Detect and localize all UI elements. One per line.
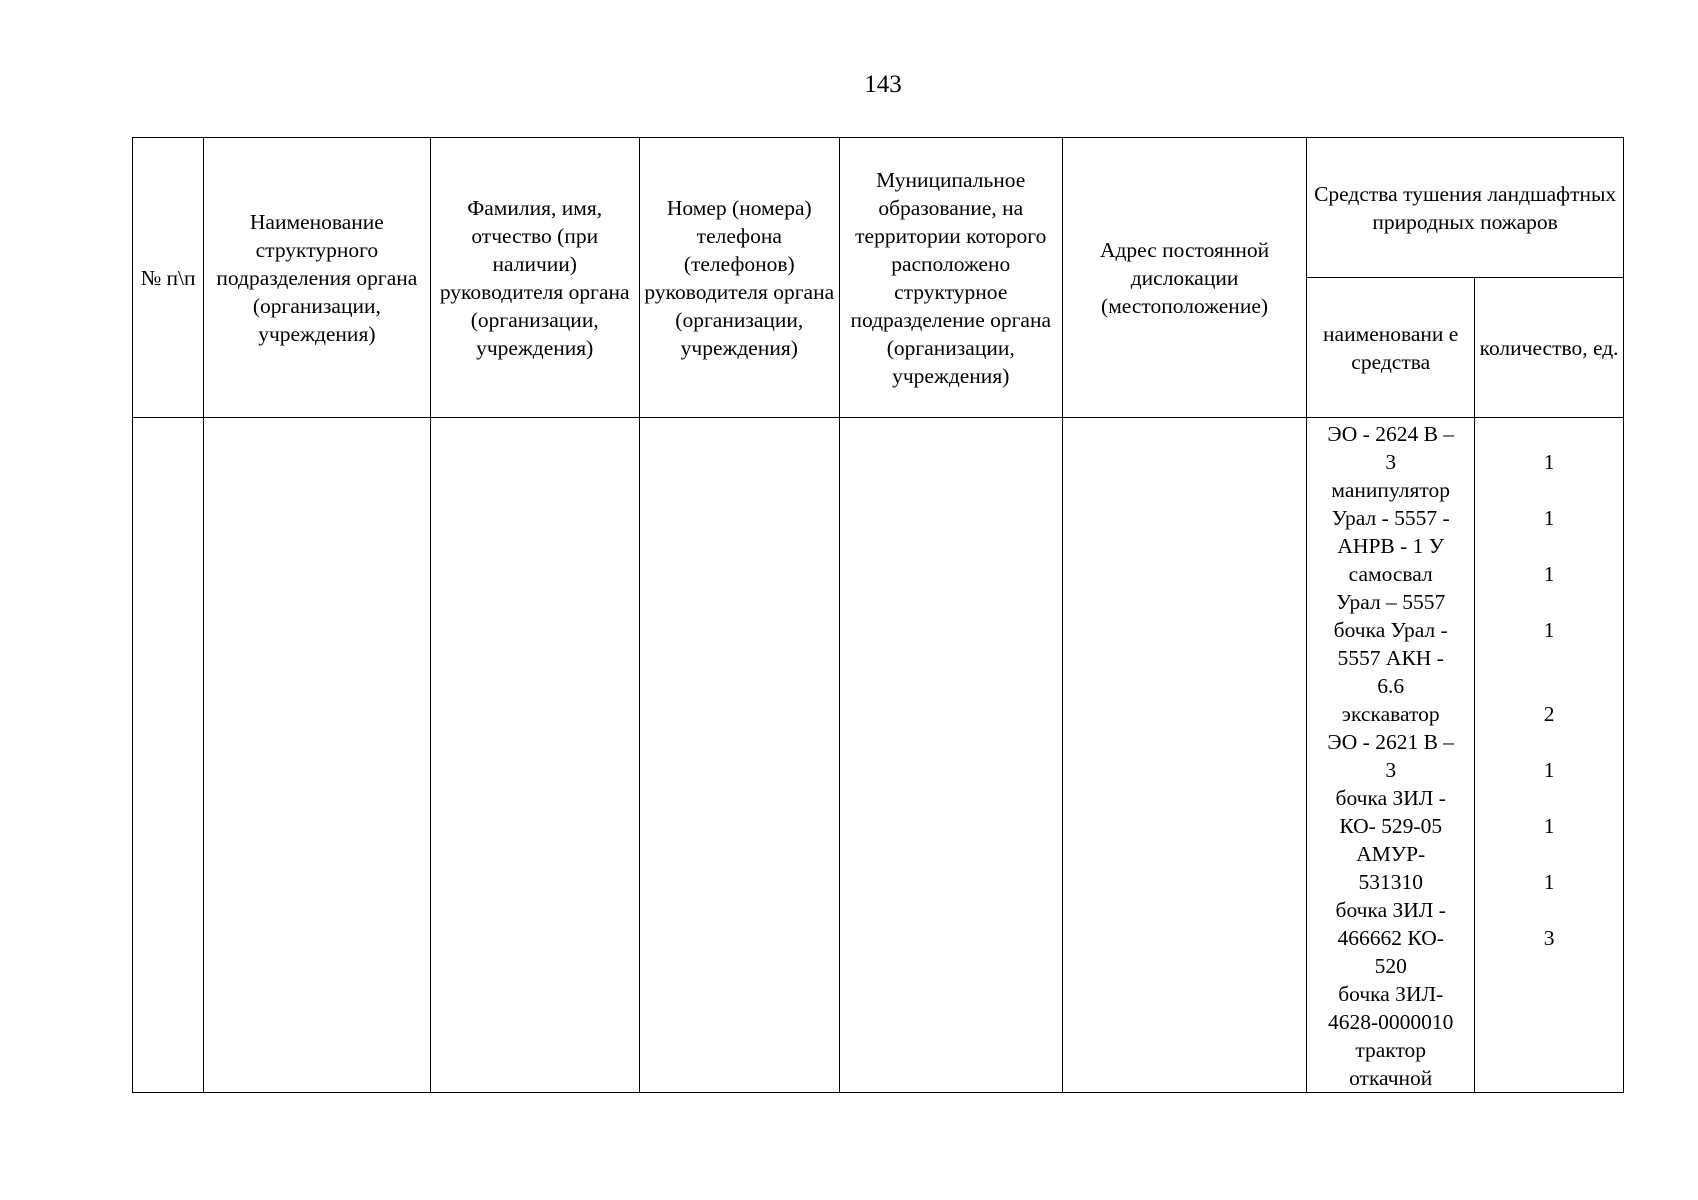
spacer [1475,644,1623,672]
quantity-value: 2 [1543,702,1555,726]
spacer [1475,840,1623,868]
cell-head-name [430,418,639,1093]
quantity-value: 1 [1543,562,1555,586]
means-name-line: бочка ЗИЛ - [1335,786,1446,810]
means-name-line: бочка ЗИЛ- [1338,982,1444,1006]
quantity-value: 1 [1543,758,1555,782]
header-means-qty: количество, ед. [1475,278,1624,418]
means-name-line: АНРВ - 1 У [1337,534,1444,558]
means-name-line: АМУР- [1356,842,1426,866]
quantity-value: 1 [1543,814,1555,838]
quantity-value: 1 [1543,618,1555,642]
table-row [133,418,1624,1093]
spacer [1475,728,1623,756]
means-name-line: бочка ЗИЛ - [1335,898,1446,922]
means-name-line: КО- 529-05 [1339,814,1443,838]
spacer [1475,532,1623,560]
cell-municipality [839,418,1062,1093]
cell-phone [639,418,839,1093]
means-name-line: откачной [1349,1066,1433,1090]
means-name-line: ЭО - 2621 В – [1327,730,1455,754]
quantity-value: 1 [1543,870,1555,894]
means-name-line: манипулятор [1331,478,1450,502]
means-name-line: 531310 [1358,870,1423,894]
header-municipality: Муниципальное образование, на территории которого расположено структурное подразделение органа (организации, учреждения) [839,138,1062,418]
header-phone: Номер (номера) телефона (телефонов) руководителя органа (организации, учреждения) [639,138,839,418]
page-number: 143 [864,71,902,98]
spacer [1475,784,1623,812]
means-name-line: 466662 КО- [1337,926,1444,950]
header-means-name: наименовани е средства [1307,278,1475,418]
header-address: Адрес постоянной дислокации (местоположение) [1062,138,1306,418]
means-name-line: ЭО - 2624 В – [1327,422,1455,446]
cell-means-qty [1475,418,1624,1093]
quantity-value: 1 [1543,450,1555,474]
header-means-group: Средства тушения ландшафтных природных пожаров [1307,138,1624,278]
means-name-line: Урал - 5557 - [1331,506,1450,530]
means-name-line: экскаватор [1341,702,1440,726]
cell-address [1062,418,1306,1093]
spacer [1475,588,1623,616]
means-qty-list [1475,418,1623,952]
means-name-line: 3 [1385,758,1397,782]
means-name-line: 520 [1374,954,1407,978]
cell-unit-name [204,418,430,1093]
means-names-list [1307,418,1474,1092]
means-name-line: 5557 АКН - [1337,646,1444,670]
means-name-line: трактор [1355,1038,1427,1062]
quantity-value: 1 [1543,506,1555,530]
spacer [1475,896,1623,924]
quantity-value: 3 [1543,926,1555,950]
header-unit-name: Наименование структурного подразделения органа (организации, учреждения) [204,138,430,418]
header-row-top [133,138,1624,278]
means-name-line: самосвал [1348,562,1433,586]
cell-means-names [1307,418,1475,1093]
spacer [1475,672,1623,700]
means-name-line: 6.6 [1377,674,1405,698]
spacer [1475,476,1623,504]
header-head-name: Фамилия, имя, отчество (при наличии) руководителя органа (организации, учреждения) [430,138,639,418]
means-name-line: 3 [1385,450,1397,474]
means-name-line: бочка Урал - [1333,618,1448,642]
fire-means-table [132,137,1624,1093]
means-name-line: 4628-0000010 [1327,1010,1454,1034]
means-name-line: Урал – 5557 [1336,590,1446,614]
cell-num [133,418,204,1093]
header-num: № п\п [133,138,204,418]
